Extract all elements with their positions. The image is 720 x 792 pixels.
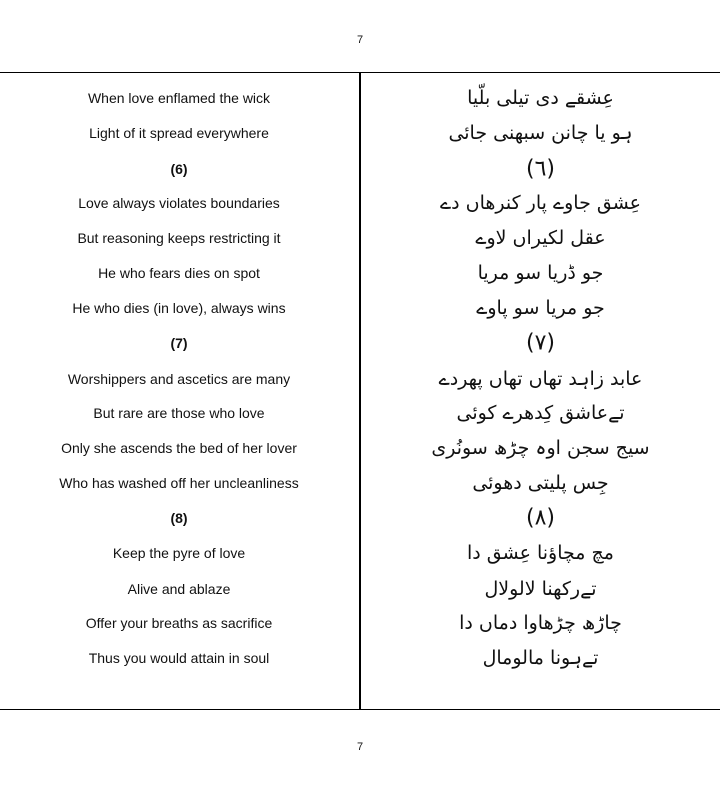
page-number-top: 7: [356, 34, 364, 46]
english-verse-line: Keep the pyre of love: [112, 545, 246, 561]
urdu-verse-line: تےعاشق کِدھرے کوئی: [456, 402, 625, 424]
english-verse-line: When love enflamed the wick: [87, 90, 271, 106]
english-stanza-number: (6): [170, 161, 188, 177]
english-verse-line: Thus you would attain in soul: [88, 650, 270, 666]
urdu-verse-line: عابد زاہد تھاں تھاں پھردے: [438, 368, 643, 390]
urdu-verse-line: جو ڈریا سو مریا: [477, 262, 604, 284]
english-verse-line: Only she ascends the bed of her lover: [61, 440, 297, 456]
english-verse-line: Offer your breaths as sacrifice: [85, 615, 273, 631]
urdu-verse-line: عِشقے دی تیلی بلّیا: [467, 87, 614, 109]
english-verse-line: Worshippers and ascetics are many: [67, 371, 291, 387]
poem-table: [0, 72, 720, 710]
english-verse-line: But rare are those who love: [93, 405, 265, 421]
english-verse-line: Love always violates boundaries: [78, 195, 280, 211]
urdu-verse-line: ہو یا چانن سبھنی جائی: [448, 122, 633, 144]
urdu-verse-line: جو مریا سو پاوے: [476, 297, 605, 319]
english-stanza-number: (8): [170, 510, 188, 526]
urdu-verse-line: عِشق جاوے پار کنرھاں دے: [439, 192, 641, 214]
urdu-column: [361, 73, 720, 709]
english-column: [0, 73, 358, 709]
urdu-stanza-number: (٧): [525, 330, 555, 356]
urdu-verse-line: عقل لکیراں لاوے: [475, 227, 606, 249]
urdu-verse-line: تےرکھنا لالولال: [484, 578, 597, 600]
english-verse-line: Light of it spread everywhere: [89, 125, 269, 141]
urdu-verse-line: چاڑھ چڑھاوا دماں دا: [459, 612, 622, 634]
english-verse-line: But reasoning keeps restricting it: [77, 230, 281, 246]
urdu-stanza-number: (٦): [525, 156, 555, 182]
urdu-stanza-number: (٨): [525, 505, 555, 531]
english-verse-line: Alive and ablaze: [127, 581, 231, 597]
english-verse-line: He who fears dies on spot: [98, 265, 260, 281]
english-verse-line: He who dies (in love), always wins: [72, 300, 286, 316]
urdu-verse-line: سیج سجن اوہ چڑھ سونُری: [431, 437, 650, 459]
urdu-verse-line: جِس پلیتی دھوئی: [472, 472, 609, 494]
urdu-verse-line: مچ مچاؤنا عِشق دا: [467, 542, 614, 564]
english-verse-line: Who has washed off her uncleanliness: [59, 475, 299, 491]
english-stanza-number: (7): [170, 335, 188, 351]
page-number-bottom: 7: [356, 741, 364, 753]
urdu-verse-line: تےہونا مالومال: [482, 647, 599, 669]
